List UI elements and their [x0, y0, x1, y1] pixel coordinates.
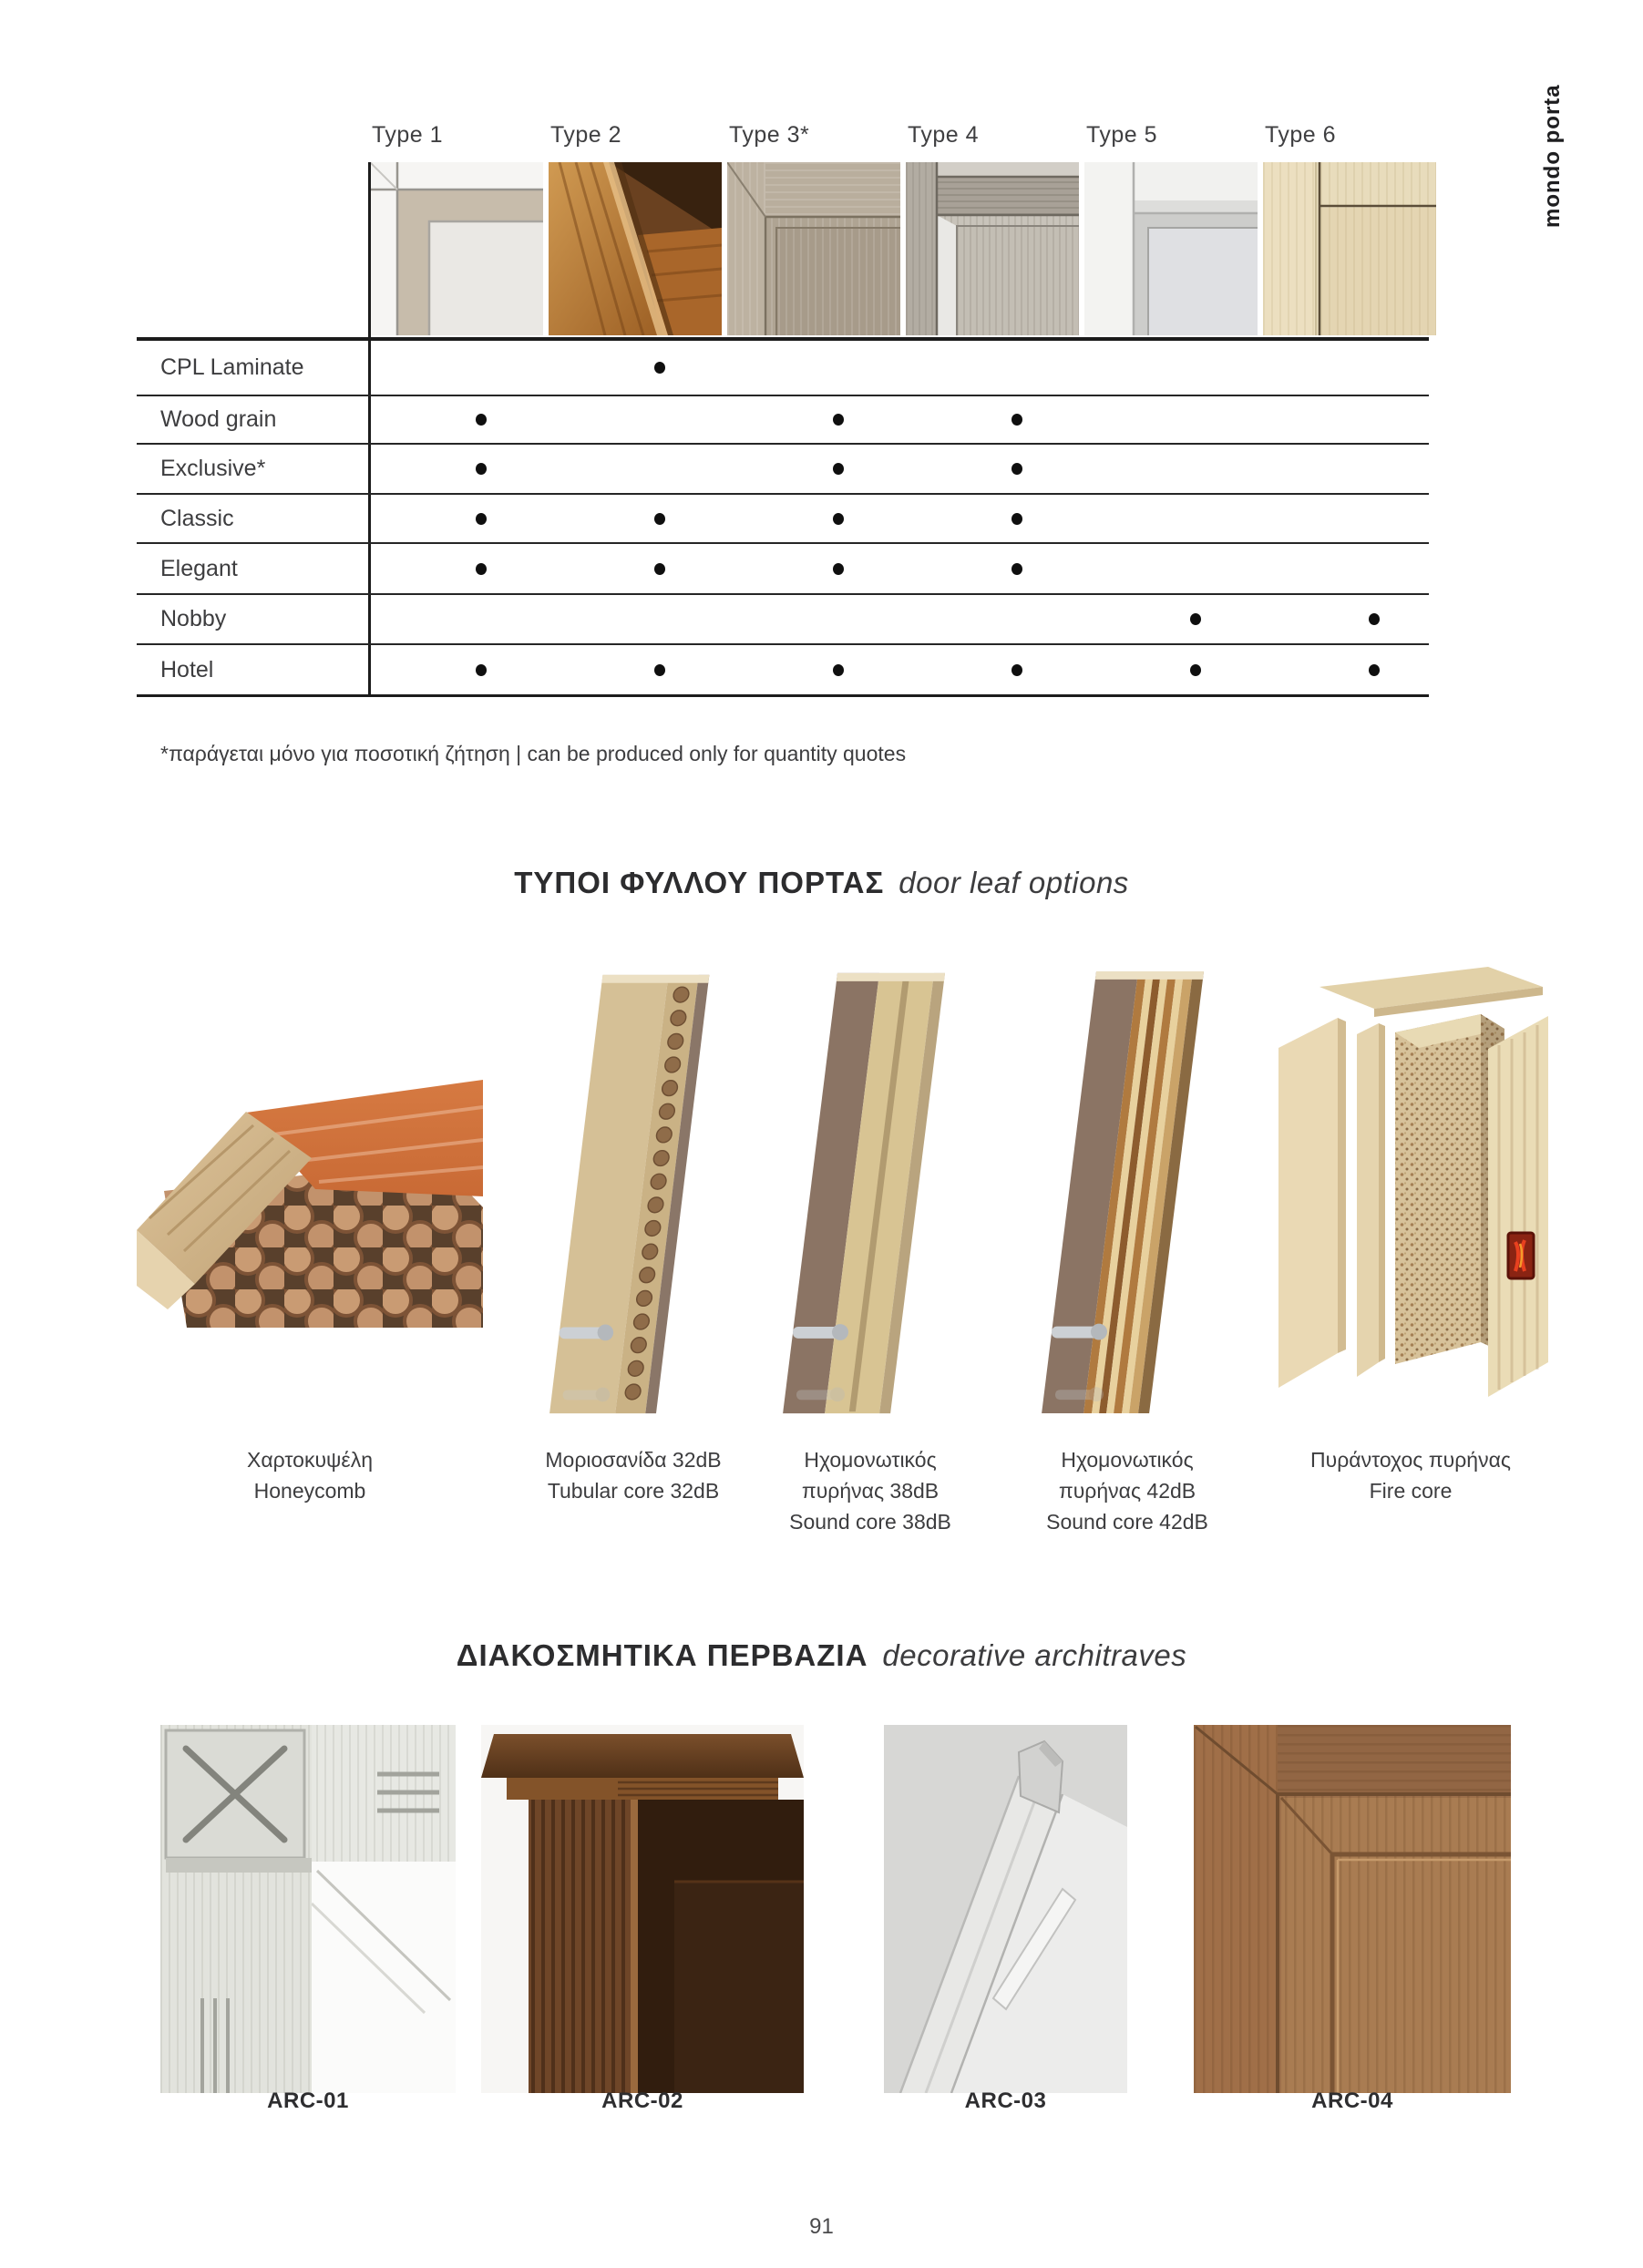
availability-cell: [749, 513, 928, 525]
caption-line: Ηχομονωτικός: [1061, 1448, 1194, 1472]
availability-cell: [928, 414, 1106, 426]
availability-cell: [570, 563, 749, 575]
availability-cell: [749, 563, 928, 575]
caption-line: Χαρτοκυψέλη: [247, 1448, 373, 1472]
caption-line: Sound core 38dB: [789, 1510, 951, 1534]
availability-dot: [1011, 463, 1022, 475]
table-row-label: Exclusive*: [160, 456, 266, 481]
availability-dot: [833, 463, 844, 475]
caption-line: πυρήνας 38dB: [801, 1479, 940, 1503]
section-title-english: decorative architraves: [882, 1638, 1187, 1672]
door-leaf-caption: [724, 1444, 1016, 1537]
door-leaf-image: [137, 1080, 483, 1328]
table-row: [137, 341, 1429, 395]
availability-dot: [1011, 414, 1022, 426]
availability-dot: [476, 513, 487, 525]
section-title-door-leaf: [0, 866, 1643, 900]
availability-cell: [1106, 664, 1285, 676]
availability-cell: [570, 513, 749, 525]
availability-dot: [833, 664, 844, 676]
spec-table: [137, 337, 1429, 697]
availability-cell: [928, 563, 1106, 575]
table-row-label: Wood grain: [160, 406, 277, 432]
availability-cell: [749, 414, 928, 426]
arc-01-whitewash-architrave-illustration: [160, 1725, 456, 2093]
availability-dot: [654, 513, 665, 525]
availability-dot: [654, 362, 665, 374]
availability-dot: [654, 563, 665, 575]
type-6-cream-flat-frame-illustration: [1263, 162, 1436, 335]
type-column-label: Type 5: [1086, 122, 1158, 148]
type-4-gray-driftwood-frame-illustration: [906, 162, 1079, 335]
availability-cell: [392, 463, 570, 475]
architrave-image: [160, 1725, 456, 2093]
caption-line: Tubular core 32dB: [547, 1479, 720, 1503]
availability-dot: [833, 563, 844, 575]
type-5-white-frame-illustration: [1084, 162, 1258, 335]
section-title-greek: ΔΙΑΚΟΣΜΗΤΙΚΑ ΠΕΡΒΑΖΙΑ: [456, 1638, 868, 1672]
honeycomb-core-illustration: [137, 1080, 483, 1328]
table-row: [137, 542, 1429, 593]
table-row-label: CPL Laminate: [160, 354, 304, 380]
door-leaf-caption: [164, 1444, 456, 1506]
brand-label: mondo porta: [1540, 84, 1565, 228]
type-column-label: Type 3*: [729, 122, 810, 148]
sound-core-42-illustration: [1041, 964, 1218, 1421]
availability-cell: [570, 362, 749, 374]
caption-line: πυρήνας 42dB: [1058, 1479, 1196, 1503]
availability-cell: [392, 513, 570, 525]
availability-dot: [1190, 613, 1201, 625]
table-footnote: *παράγεται μόνο για ποσοτική ζήτηση | can be produced only for quantity quotes: [160, 742, 907, 765]
arc-02-dark-oak-architrave-illustration: [481, 1725, 804, 2093]
availability-cell: [749, 664, 928, 676]
type-column-thumbnail: [370, 162, 543, 335]
type-2-golden-oak-frame-illustration: [549, 162, 722, 335]
door-leaf-image: [549, 968, 722, 1421]
availability-dot: [1369, 664, 1380, 676]
section-title-architraves: [0, 1638, 1643, 1673]
availability-dot: [833, 414, 844, 426]
availability-cell: [392, 414, 570, 426]
table-row-label: Elegant: [160, 555, 238, 581]
availability-dot: [1369, 613, 1380, 625]
availability-cell: [570, 664, 749, 676]
door-leaf-caption: [981, 1444, 1273, 1537]
availability-dot: [1190, 664, 1201, 676]
architrave-image: [481, 1725, 804, 2093]
type-column-label: Type 1: [372, 122, 444, 148]
type-column-label: Type 6: [1265, 122, 1337, 148]
fire-core-exploded-panel-illustration: [1269, 961, 1552, 1428]
caption-line: Fire core: [1369, 1479, 1453, 1503]
availability-cell: [1285, 613, 1463, 625]
type-column-thumbnail: [727, 162, 900, 335]
type-column-label: Type 4: [908, 122, 980, 148]
table-row-label: Classic: [160, 505, 234, 531]
availability-dot: [476, 563, 487, 575]
type-3-taupe-woodgrain-frame-illustration: [727, 162, 900, 335]
availability-cell: [1106, 613, 1285, 625]
door-leaf-image: [782, 966, 960, 1421]
availability-cell: [392, 664, 570, 676]
availability-dot: [1011, 664, 1022, 676]
section-title-greek: ΤΥΠΟΙ ΦΥΛΛΟΥ ΠΟΡΤΑΣ: [514, 866, 885, 899]
architrave-code-label: ARC-04: [1311, 2088, 1393, 2113]
table-row-label: Hotel: [160, 656, 214, 682]
sound-core-38-illustration: [782, 966, 960, 1421]
caption-line: Πυράντοχος πυρήνας: [1310, 1448, 1511, 1472]
door-leaf-caption: [1265, 1444, 1556, 1506]
availability-dot: [1011, 563, 1022, 575]
arc-03-light-gray-architrave-illustration: [884, 1725, 1127, 2093]
architrave-code-label: ARC-01: [267, 2088, 349, 2113]
table-row: [137, 593, 1429, 643]
door-leaf-image: [1269, 961, 1552, 1428]
availability-dot: [476, 414, 487, 426]
availability-dot: [1011, 513, 1022, 525]
type-column-thumbnail: [549, 162, 722, 335]
table-row: [137, 643, 1429, 694]
availability-cell: [928, 463, 1106, 475]
architrave-code-label: ARC-03: [964, 2088, 1047, 2113]
caption-line: Sound core 42dB: [1046, 1510, 1208, 1534]
architrave-image: [1194, 1725, 1511, 2093]
availability-cell: [928, 513, 1106, 525]
availability-dot: [476, 664, 487, 676]
caption-line: Μοριοσανίδα 32dB: [545, 1448, 722, 1472]
caption-line: Ηχομονωτικός: [804, 1448, 937, 1472]
availability-dot: [654, 664, 665, 676]
availability-dot: [476, 463, 487, 475]
section-title-english: door leaf options: [899, 866, 1129, 899]
availability-cell: [928, 664, 1106, 676]
page-number: 91: [809, 2214, 834, 2239]
availability-dot: [833, 513, 844, 525]
caption-line: Honeycomb: [253, 1479, 366, 1503]
table-row-label: Nobby: [160, 606, 227, 631]
type-column-thumbnail: [1263, 162, 1436, 335]
door-leaf-image: [1041, 964, 1218, 1421]
architrave-code-label: ARC-02: [601, 2088, 683, 2113]
availability-cell: [749, 463, 928, 475]
table-row: [137, 443, 1429, 493]
availability-cell: [392, 563, 570, 575]
availability-cell: [1285, 664, 1463, 676]
type-column-label: Type 2: [550, 122, 622, 148]
table-row: [137, 493, 1429, 542]
table-row: [137, 395, 1429, 443]
type-column-thumbnail: [1084, 162, 1258, 335]
type-column-thumbnail: [906, 162, 1079, 335]
tubular-core-illustration: [549, 968, 722, 1421]
brand-vertical-text: [1540, 64, 1573, 228]
type-1-white-frame-illustration: [370, 162, 543, 335]
architrave-image: [884, 1725, 1127, 2093]
arc-04-brown-architrave-illustration: [1194, 1725, 1511, 2093]
